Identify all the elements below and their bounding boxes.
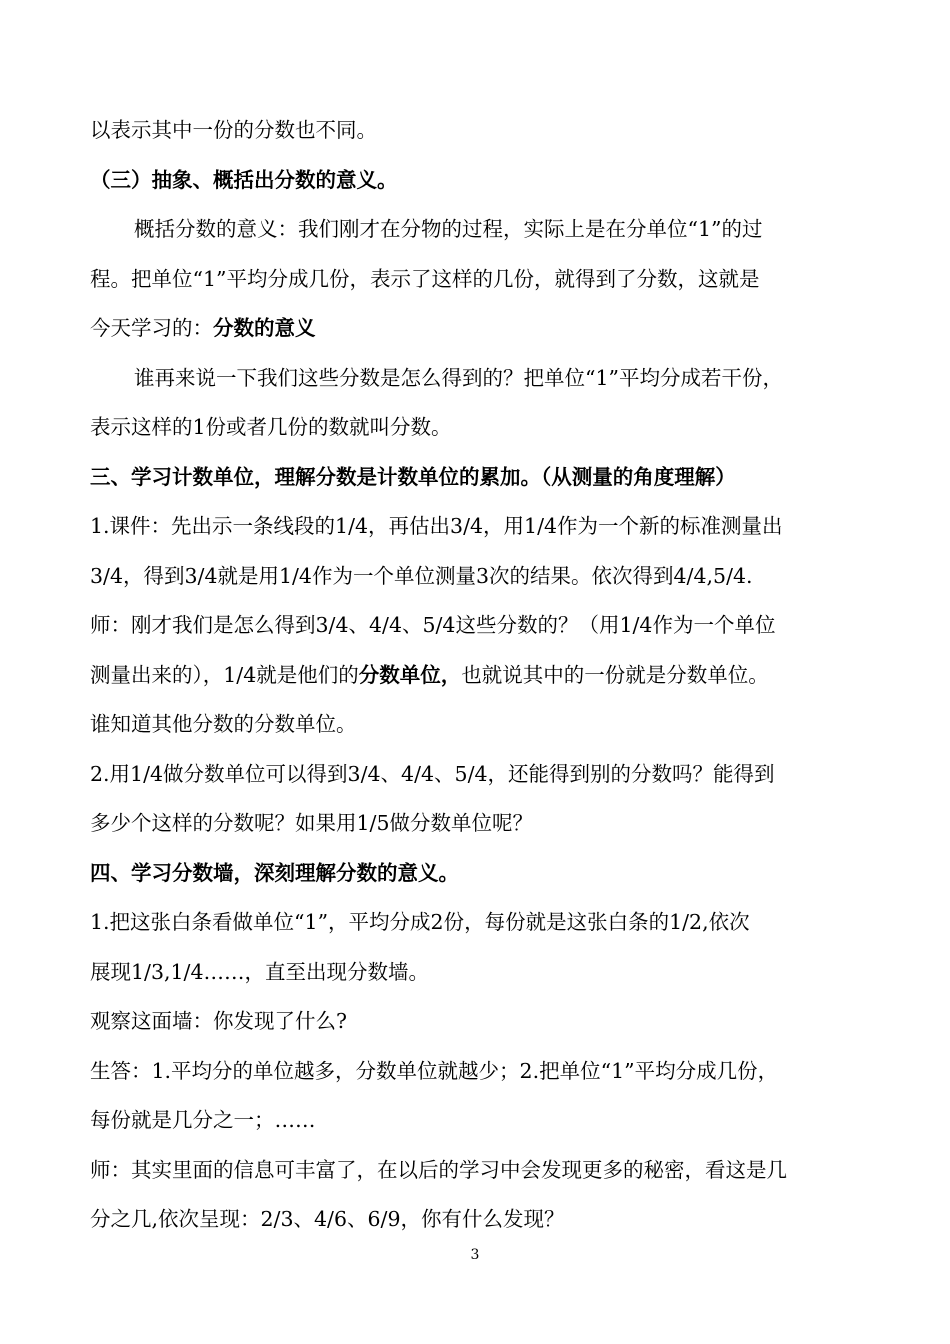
text-line: 概括分数的意义：我们刚才在分物的过程，实际上是在分单位“1”的过 <box>134 217 763 241</box>
bold-term: 分数的意义 <box>213 316 316 340</box>
text-line <box>90 304 868 354</box>
section-heading: （三）抽象、概括出分数的意义。 <box>90 167 398 192</box>
text-line: 1.课件：先出示一条线段的1/4，再估出3/4，用1/4作为一个新的标准测量出 <box>90 514 783 538</box>
text-line: 展现1/3,1/4……，直至出现分数墙。 <box>90 959 430 984</box>
text-line: 多少个这样的分数呢？如果用1/5做分数单位呢？ <box>90 811 533 835</box>
text-line: 以表示其中一份的分数也不同。 <box>90 118 377 142</box>
page-number: 3 <box>470 1247 480 1263</box>
text-line: 师：其实里面的信息可丰富了，在以后的学习中会发现更多的秘密，看这是几 <box>90 1157 787 1182</box>
text-line: 1.把这张白条看做单位“1”，平均分成2份，每份就是这张白条的1/2,依次 <box>90 910 750 934</box>
text-line: 谁知道其他分数的分数单位。 <box>90 712 357 736</box>
text-line <box>90 651 868 701</box>
text-line: 师：刚才我们是怎么得到3/4、4/4、5/4这些分数的？（用1/4作为一个单位 <box>90 613 776 637</box>
section-heading: 三、学习计数单位，理解分数是计数单位的累加。（从测量的角度理解） <box>90 464 736 489</box>
bold-term: 分数单位， <box>358 662 462 687</box>
section-heading: 四、学习分数墙，深刻理解分数的意义。 <box>90 860 459 885</box>
text-line: 每份就是几分之一；…… <box>90 1108 316 1132</box>
text-line: 谁再来说一下我们这些分数是怎么得到的？把单位“1”平均分成若干份， <box>134 365 784 390</box>
text-span: 也就说其中的一份就是分数单位。 <box>461 662 769 687</box>
text-line: 2.用1/4做分数单位可以得到3/4、4/4、5/4，还能得到别的分数吗？能得到 <box>90 761 775 786</box>
text-line: 观察这面墙：你发现了什么? <box>90 1009 347 1033</box>
document-body <box>90 106 868 1245</box>
text-line: 分之几,依次呈现：2/3、4/6、6/9，你有什么发现？ <box>90 1207 565 1231</box>
text-line: 3/4，得到3/4就是用1/4作为一个单位测量3次的结果。依次得到4/4,5/4. <box>90 563 753 588</box>
text-line: 生答：1.平均分的单位越多，分数单位就越少；2.把单位“1”平均分成几份， <box>90 1058 779 1083</box>
text-line: 程。把单位“1”平均分成几份，表示了这样的几份，就得到了分数，这就是 <box>90 266 760 291</box>
text-span: 测量出来的），1/4就是他们的 <box>90 662 359 687</box>
text-span: 今天学习的： <box>90 316 213 340</box>
text-line: 表示这样的1份或者几份的数就叫分数。 <box>90 415 452 439</box>
